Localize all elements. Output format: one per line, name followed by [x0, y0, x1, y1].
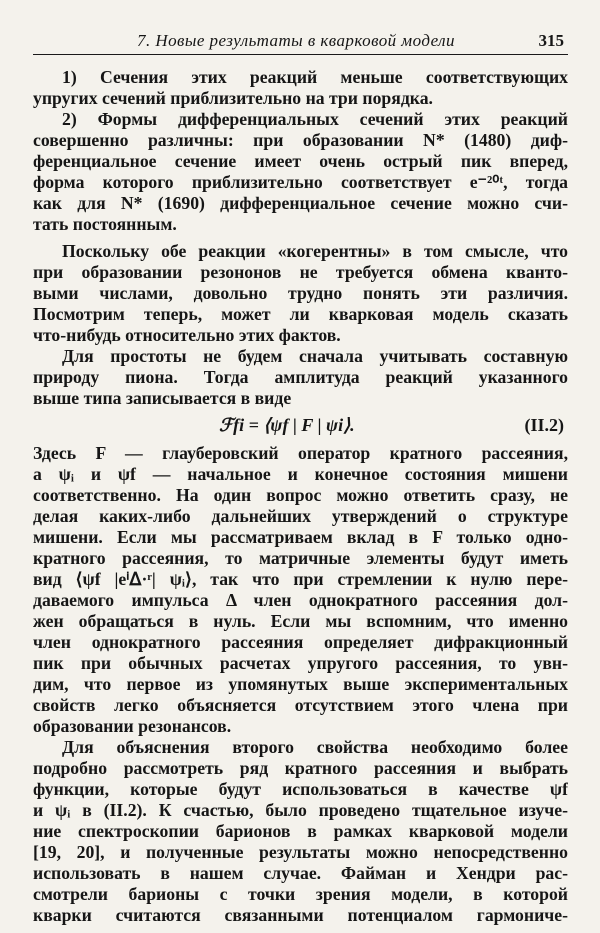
header-rule [33, 54, 568, 55]
text-line: 2) Формы дифференциальных сечений этих реакций [62, 109, 568, 129]
text-line: делая каких-либо дальнейших утверждений о структуре [33, 506, 568, 526]
text-line: и ψᵢ в (II.2). К счастью, было проведено тщательное изуче- [33, 800, 568, 820]
text-line: выше типа записывается в виде [33, 388, 292, 408]
text-line: даваемого импульса Δ член однократного рассеяния дол- [33, 590, 568, 610]
text-line: Поскольку обе реакции «когерентны» в том смысле, что [62, 241, 568, 261]
text-line: 1) Сечения этих реакций меньше соответствующих [62, 67, 568, 87]
equation-expression: ℱfi = ⟨ψf | F | ψi⟩. [219, 415, 355, 435]
text-line: ференциальное сечение имеет очень острый пик вперед, [33, 151, 568, 171]
text-line: использовать в нашем случае. Файман и Хендри рас- [33, 863, 568, 883]
text-line: как для N* (1690) дифференциальное сечение можно счи- [33, 193, 568, 213]
text-line: свойств легко объясняется отсутствием этого члена при [33, 695, 568, 715]
text-line: соответственно. На один вопрос можно ответить сразу, не [33, 485, 568, 505]
text-line: [19, 20], и полученные результаты можно непосредственно [33, 842, 568, 862]
text-line: Посмотрим теперь, может ли кварковая модель сказать [33, 304, 568, 324]
text-line: дим, что первое из упомянутых выше экспериментальных [33, 674, 568, 694]
equation [33, 409, 568, 443]
text-line: Для объяснения второго свойства необходимо более [62, 737, 568, 757]
text-line: при образовании резононов не требуется обмена кванто- [33, 262, 568, 282]
text-line: вид ⟨ψf |eⁱᐃ·ʳ| ψᵢ⟩, так что при стремлении к нулю пере- [33, 569, 568, 589]
page-number: 315 [538, 31, 564, 50]
text-line: ние спектроскопии барионов в рамках кварковой модели [33, 821, 568, 841]
text-line: член однократного рассеяния определяет дифракционный [33, 632, 568, 652]
running-title: 7. Новые результаты в кварковой модели [137, 31, 455, 50]
text-line: тать постоянным. [33, 214, 177, 234]
text-line: природу пиона. Тогда амплитуда реакций указанного [33, 367, 568, 387]
text-line: функции, которые будут использоваться в качестве ψf [33, 779, 568, 799]
text-line: выми числами, довольно трудно понять эти различия. [33, 283, 568, 303]
body-text [33, 67, 568, 926]
text-line: а ψᵢ и ψf — начальное и конечное состояния мишени [33, 464, 568, 484]
text-line: что-нибудь относительно этих фактов. [33, 325, 341, 345]
text-line: форма которого приблизительно соответствует e⁻²⁰ᵗ, тогда [33, 172, 568, 192]
text-line: Здесь F — глауберовский оператор кратного рассеяния, [33, 443, 568, 463]
text-line: совершенно различны: при образовании N* (1480) диф- [33, 130, 568, 150]
text-line: пик при обычных расчетах упругого рассеяния, то увн- [33, 653, 568, 673]
text-line: мишени. Если мы рассматриваем вклад в F только одно- [33, 527, 568, 547]
text-line: смотрели барионы с точки зрения модели, в которой [33, 884, 568, 904]
text-line: кратного рассеяния, то матричные элементы будут иметь [33, 548, 568, 568]
running-head [33, 30, 568, 52]
text-line: упругих сечений приблизительно на три порядка. [33, 88, 433, 108]
text-line: подробно рассмотреть ряд кратного рассеяния и выбрать [33, 758, 568, 778]
text-line: кварки считаются связанными потенциалом гармониче- [33, 905, 568, 925]
text-line: Для простоты не будем сначала учитывать составную [62, 346, 568, 366]
text-line: жен обращаться в нуль. Если мы вспомним, что именно [33, 611, 568, 631]
equation-label: (II.2) [524, 415, 564, 435]
text-line: образовании резонансов. [33, 716, 232, 736]
